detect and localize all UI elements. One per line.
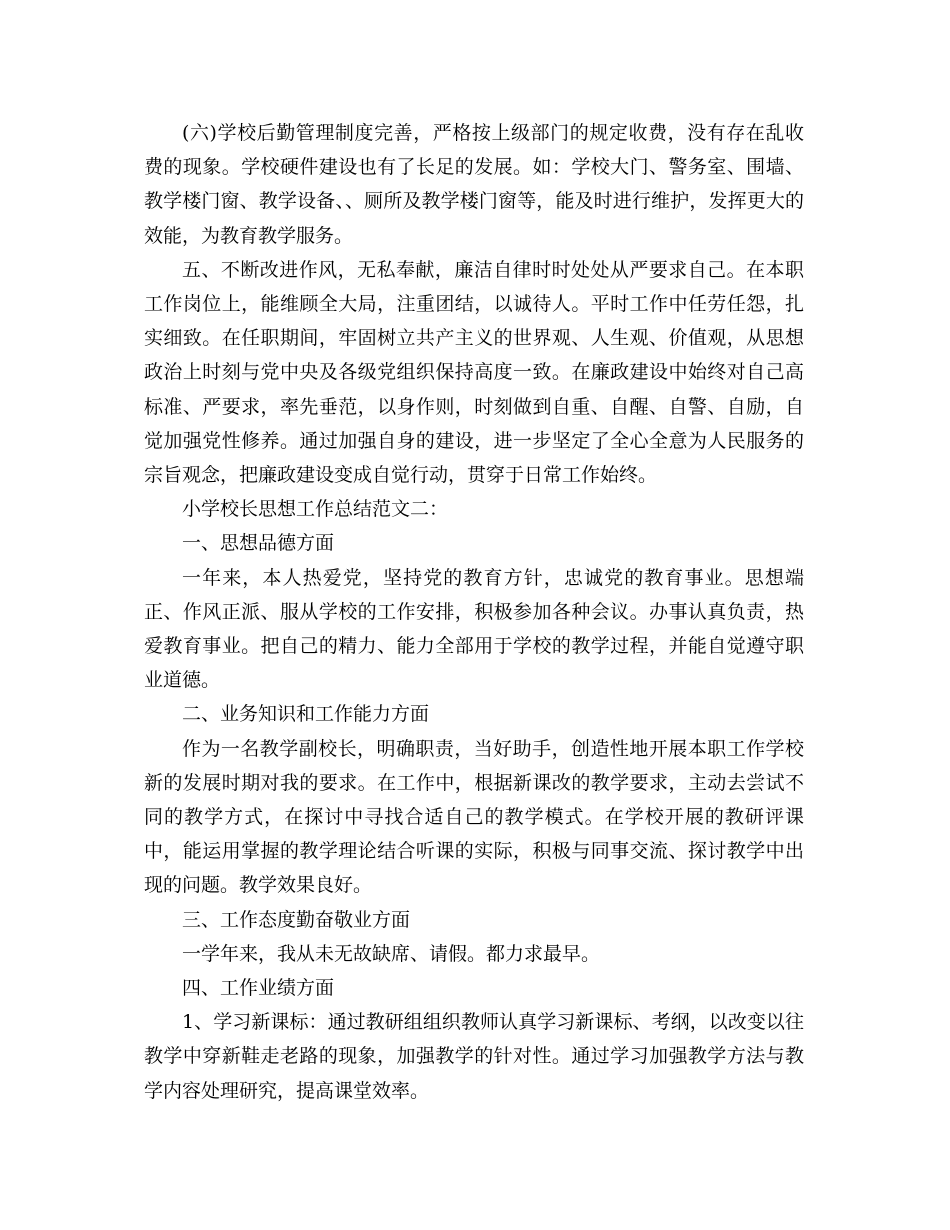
paragraph-work-attitude: 一学年来，我从未无故缺席、请假。都力求最早。 [182,942,601,965]
paragraph-professional-ability: 作为一名教学副校长，明确职责，当好助手，创造性地开展本职工作学校新的发展时期对我的要求。在工作中，根据新课改的教学要求，主动去尝试不同的教学方式，在探讨中寻找合适自己的教学模式。在学校开展的教研评课中，能运用掌握的教学理论结合听课的实际，积极与同事交流、探讨教学中出现的问题。教学效果良好。 [144,737,804,897]
paragraph-new-curriculum: 1、学习新课标：通过教研组组织教师认真学习新课标、考纲，以改变以往教学中穿新鞋走老路的现象，加强教学的针对性。通过学习加强教学方法与教学内容处理研究，提高课堂效率。 [144,1011,804,1102]
heading-professional-ability: 二、业务知识和工作能力方面 [182,703,430,726]
heading-moral-character: 一、思想品德方面 [182,532,335,555]
heading-work-attitude: 三、工作态度勤奋敬业方面 [182,908,411,931]
document-body [144,116,804,1108]
paragraph-work-style: 五、不断改进作风，无私奉献，廉洁自律时时处处从严要求自己。在本职工作岗位上，能维顾全大局，注重团结，以诚待人。平时工作中任劳任怨，扎实细致。在任职期间，牢固树立共产主义的世界观、人生观、价值观，从思想政治上时刻与党中央及各级党组织保持高度一致。在廉政建设中始终对自己高标准、严要求，率先垂范，以身作则，时刻做到自重、自醒、自警、自励，自觉加强党性修养。通过加强自身的建设，进一步坚定了全心全意为人民服务的宗旨观念，把廉政建设变成自觉行动，贯穿于日常工作始终。 [144,258,804,487]
paragraph-moral-character: 一年来，本人热爱党，坚持党的教育方针，忠诚党的教育事业。思想端正、作风正派、服从学校的工作安排，积极参加各种会议。办事认真负责，热爱教育事业。把自己的精力、能力全部用于学校的教学过程，并能自觉遵守职业道德。 [144,566,804,692]
heading-work-performance: 四、工作业绩方面 [182,977,335,1000]
section-title-sample-two: 小学校长思想工作总结范文二： [182,498,449,521]
paragraph-logistics: (六)学校后勤管理制度完善，严格按上级部门的规定收费，没有存在乱收费的现象。学校硬件建设也有了长足的发展。如：学校大门、警务室、围墙、教学楼门窗、教学设备、、厕所及教学楼门窗等，能及时进行维护，发挥更大的效能，为教育教学服务。 [144,122,804,247]
